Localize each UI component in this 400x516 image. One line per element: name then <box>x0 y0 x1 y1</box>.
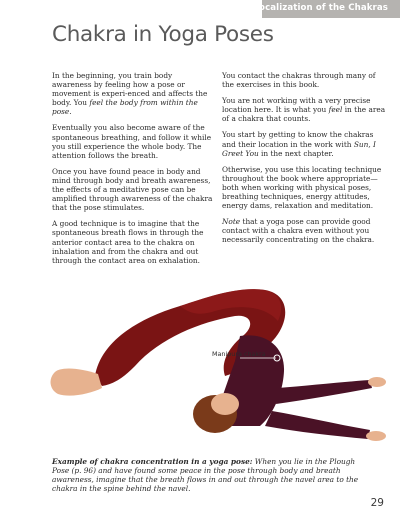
caption-lead: Example of chakra concentration in a yoga pose: <box>52 457 253 466</box>
page-title: Chakra in Yoga Poses <box>52 22 274 47</box>
figure-caption <box>52 457 362 493</box>
right-paragraph-1: You contact the chakras through many of the exercises in this book. <box>222 71 376 90</box>
face <box>211 393 239 415</box>
caption-text: When you lie in the Plough Pose (p. 96) and have found some peace in the pose through body and breath awareness, imagine that the breath flows in and out through the navel area to the chakra in the spine behind the navel. <box>52 457 359 494</box>
feet <box>51 369 102 396</box>
left-paragraph-2: Eventually you also become aware of the spontaneous breathing, and follow it while you still experience the whole body. The attention follows the breath. <box>52 123 212 160</box>
right-arm <box>265 411 370 439</box>
header-bar <box>0 0 400 20</box>
left-hand <box>368 377 386 387</box>
right-hand <box>366 431 386 441</box>
left-paragraph-1: In the beginning, you train body awareness by feeling how a pose or movement is experi-enced and affects the body. You feel the body from within the pose. <box>52 71 208 117</box>
section-header: Localization of the Chakras <box>253 3 388 13</box>
left-column <box>52 71 214 272</box>
right-column <box>222 71 387 252</box>
right-paragraph-2: You are not working with a very precise location here. It is what you feel in the area of a chakra that counts. <box>222 96 386 124</box>
plough-pose-photo <box>40 276 400 456</box>
right-paragraph-5: Note that a yoga pose can provide good contact with a chakra even without you necessarily concentrating on the chakra. <box>222 217 375 245</box>
chakra-label: Manipura chakra <box>212 350 266 358</box>
left-paragraph-3: Once you have found peace in body and mind through body and breath awareness, the effects of a meditative pose can be amplified through awareness of the chakra that the pose stimulates. <box>52 166 213 213</box>
right-paragraph-3: You start by getting to know the chakras and their location in the work with Sun, I Greet You in the next chapter. <box>222 130 376 158</box>
left-arm <box>276 380 372 404</box>
right-paragraph-4: Otherwise, you use this locating technique throughout the book where appropriate—both when working with physical poses, breathing techniques, energy attitudes, energy dams, relaxation and meditation. <box>222 164 382 211</box>
page-number: 29 <box>370 497 384 509</box>
left-paragraph-4: A good technique is to imagine that the spontaneous breath flows in through the anterior contact area to the chakra on inhalation and from the chakra and out through the contact area on exhalation. <box>52 219 204 265</box>
